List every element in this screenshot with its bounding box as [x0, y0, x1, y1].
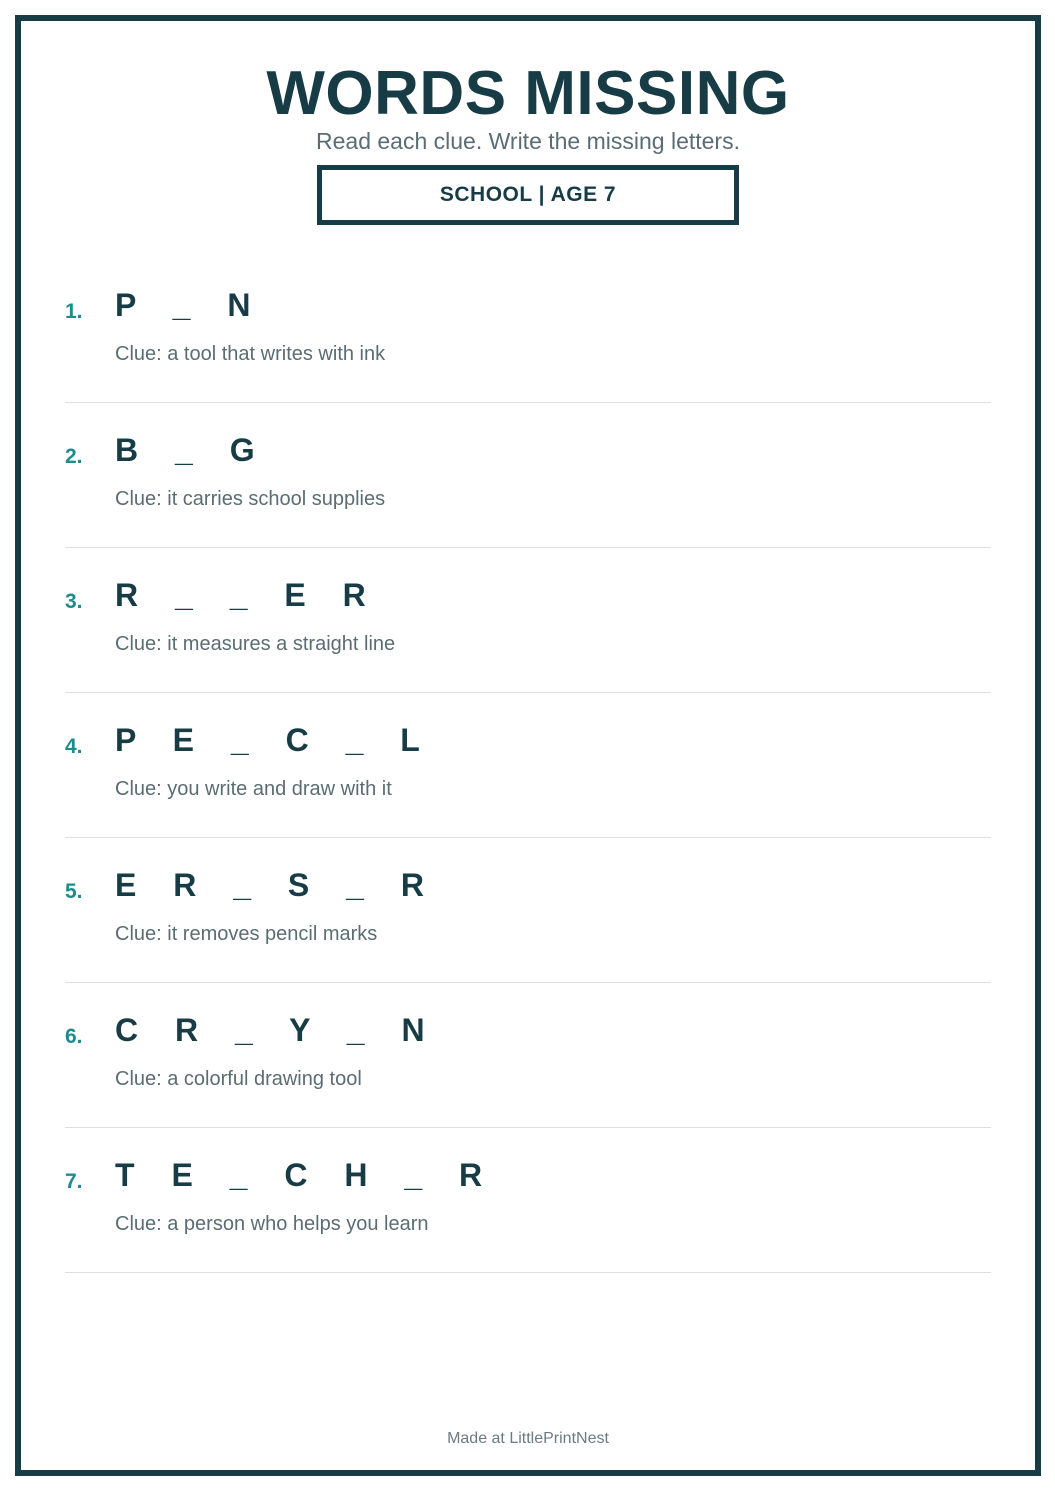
item-number: 4. — [65, 735, 83, 758]
footer-credit: Made at LittlePrintNest — [447, 1430, 609, 1447]
item-clue: Clue: it carries school supplies — [115, 488, 386, 510]
item-clue: Clue: a person who helps you learn — [115, 1213, 429, 1235]
missing-letters-word: E R _ S _ R — [115, 867, 438, 903]
topic-age-badge: SCHOOL | AGE 7 — [317, 165, 739, 225]
missing-letters-word: P _ N — [115, 287, 265, 323]
item-number: 5. — [65, 880, 83, 903]
missing-letters-word: B _ G — [115, 432, 269, 468]
word-item-5 — [65, 838, 991, 983]
missing-letters-word: R _ _ E R — [115, 577, 380, 613]
word-item-2 — [65, 403, 991, 548]
item-number: 2. — [65, 445, 83, 468]
item-clue: Clue: it measures a straight line — [115, 633, 396, 655]
word-item-7 — [65, 1128, 991, 1273]
item-clue: Clue: a tool that writes with ink — [115, 343, 386, 365]
item-number: 6. — [65, 1025, 83, 1048]
item-clue: Clue: you write and draw with it — [115, 778, 392, 800]
word-item-3 — [65, 548, 991, 693]
item-clue: Clue: a colorful drawing tool — [115, 1068, 362, 1090]
worksheet-page — [15, 15, 1041, 1476]
word-item-4 — [65, 693, 991, 838]
word-item-6 — [65, 983, 991, 1128]
missing-letters-word: T E _ C H _ R — [115, 1157, 497, 1193]
item-number: 3. — [65, 590, 83, 613]
missing-letters-word: C R _ Y _ N — [115, 1012, 439, 1048]
worksheet-subtitle: Read each clue. Write the missing letters. — [316, 128, 740, 154]
word-item-1 — [65, 258, 991, 403]
item-number: 1. — [65, 300, 83, 323]
worksheet-title: WORDS MISSING — [266, 59, 790, 128]
missing-letters-word: P E _ C _ L — [115, 722, 434, 758]
item-clue: Clue: it removes pencil marks — [115, 923, 378, 945]
item-number: 7. — [65, 1170, 83, 1193]
word-list — [65, 258, 991, 1273]
